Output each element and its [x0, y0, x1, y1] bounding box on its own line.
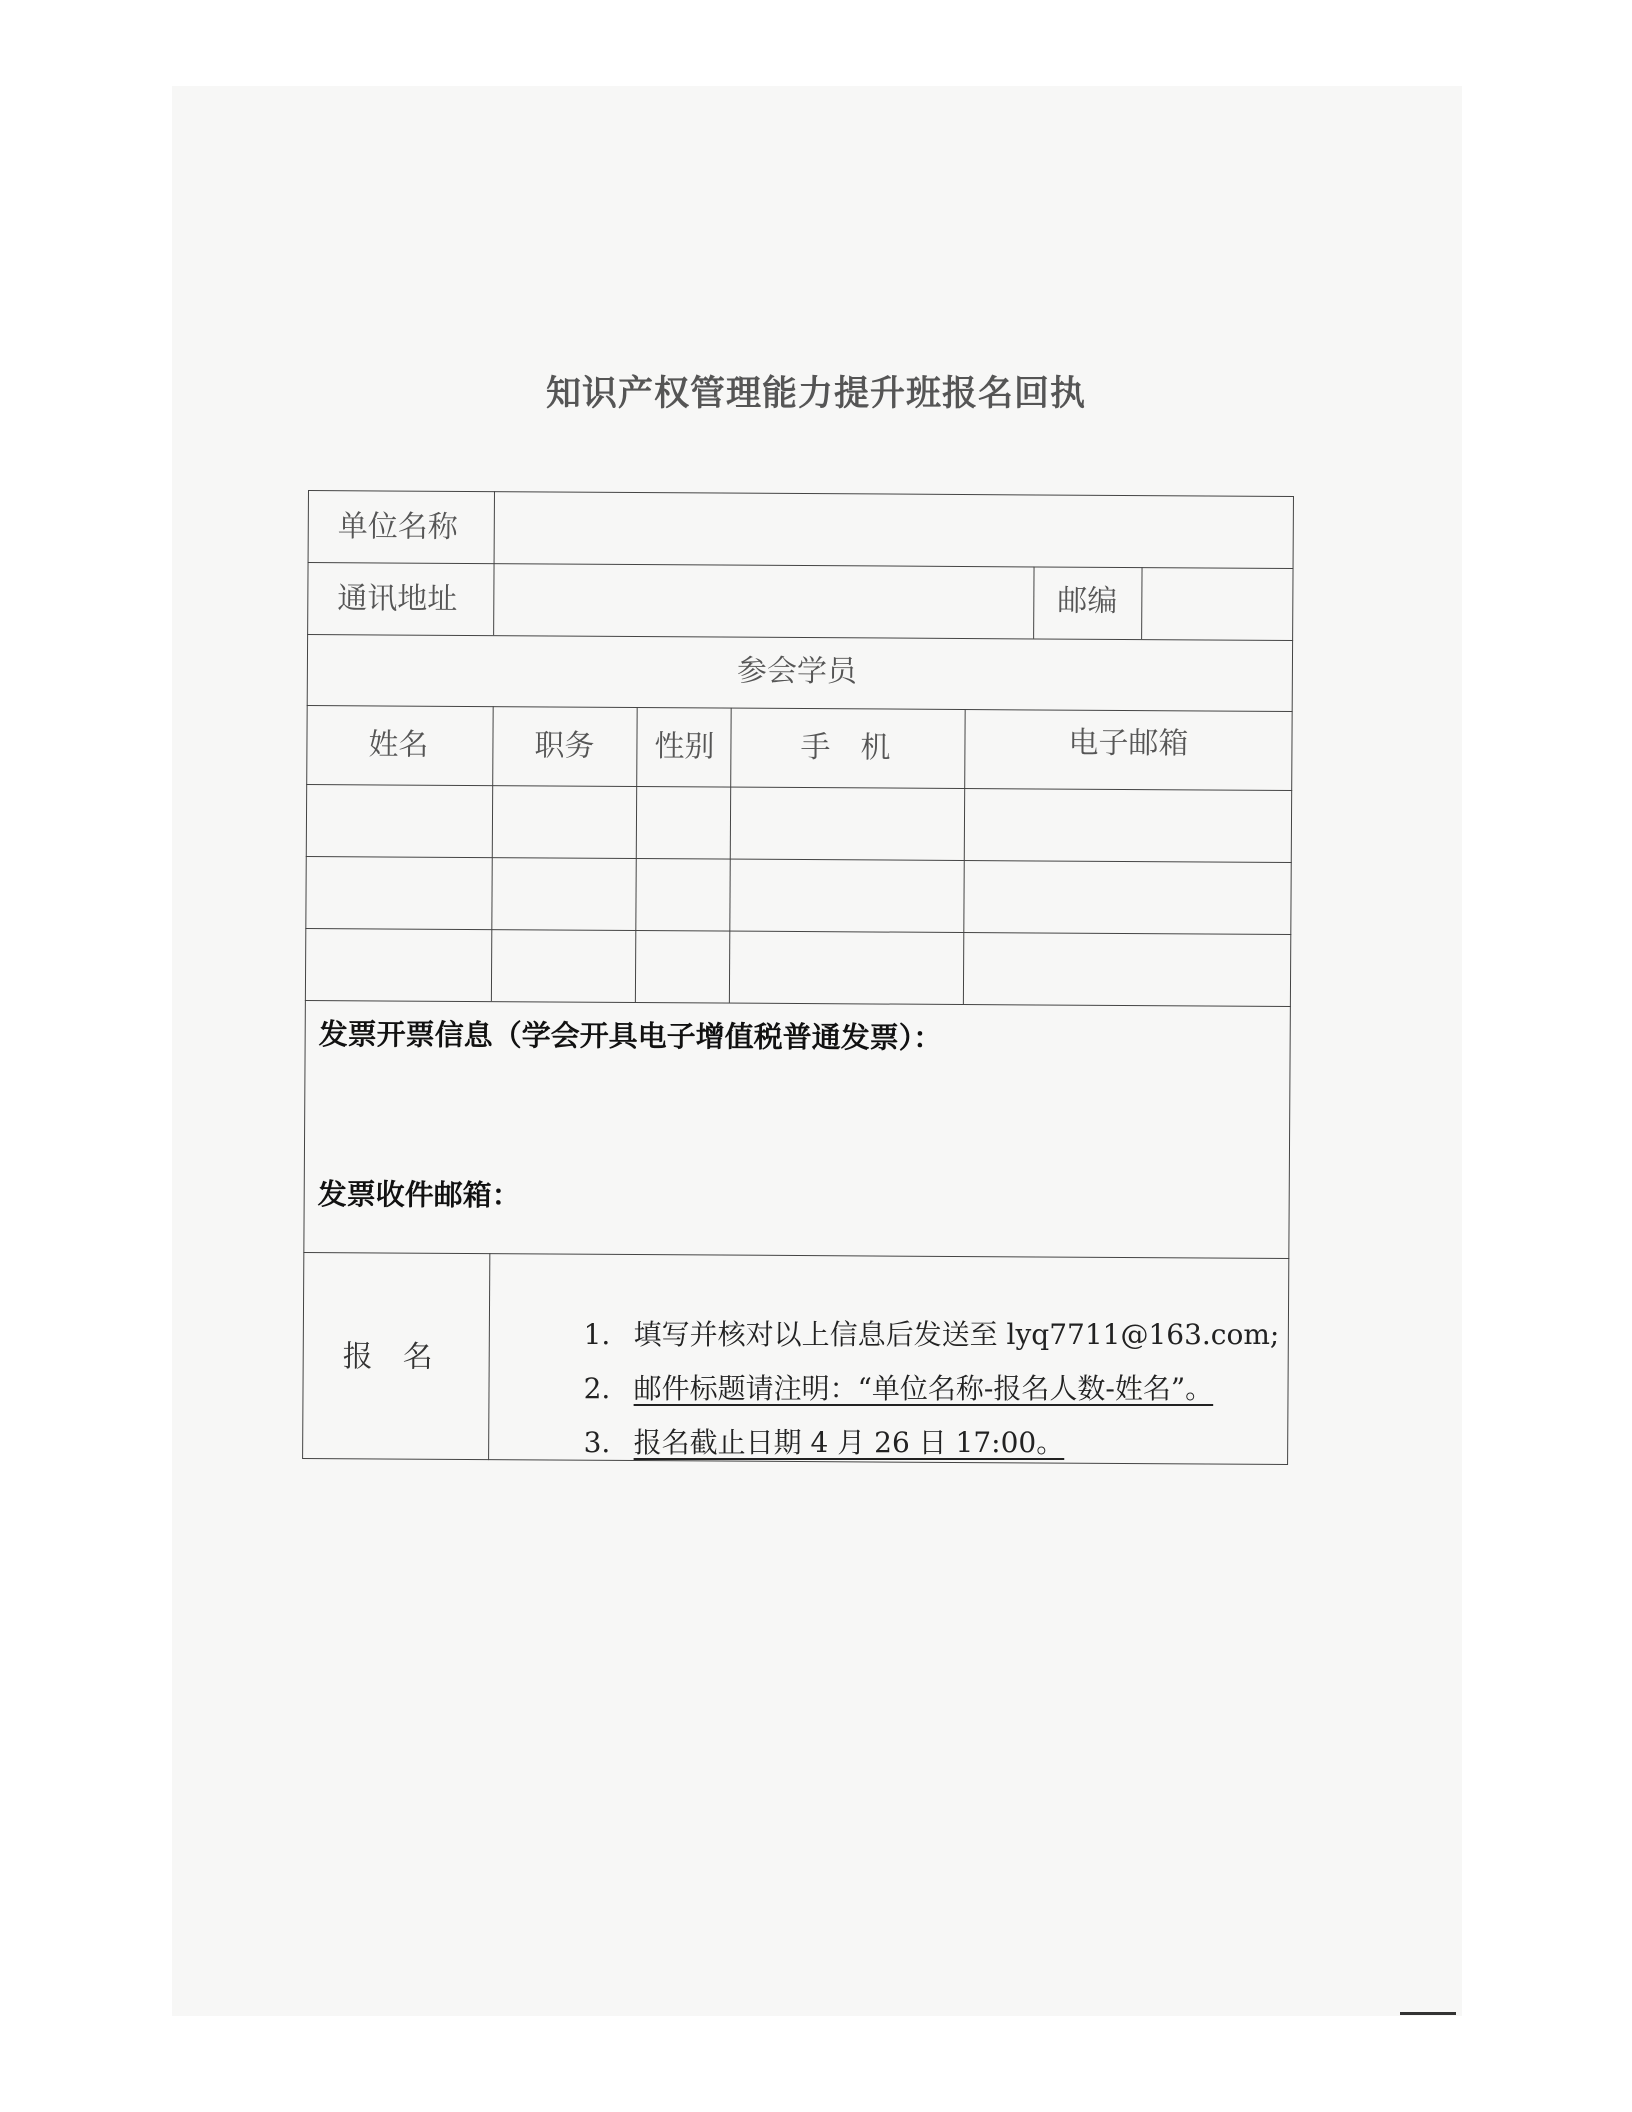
header-gender: 性别 — [654, 729, 715, 765]
note-text: 邮件标题请注明：“单位名称-报名人数-姓名”。 — [633, 1372, 1214, 1405]
attendee-row[interactable] — [305, 858, 1291, 934]
attendees-label: 参会学员 — [736, 653, 858, 690]
header-position: 职务 — [534, 728, 595, 764]
note-text: 报名截止日期 4 月 26 日 17:00。 — [633, 1426, 1065, 1459]
note-item — [548, 1388, 1064, 1494]
invoice-info-field[interactable] — [308, 1060, 1287, 1166]
header-name: 姓名 — [368, 727, 429, 763]
note-number: 2. — [583, 1372, 611, 1405]
unit-name-field[interactable] — [498, 495, 1288, 564]
postcode-field[interactable] — [1145, 571, 1289, 636]
address-field[interactable] — [497, 567, 1029, 634]
note-text: 填写并核对以上信息后发送至 lyq7711@163.com; — [633, 1318, 1280, 1351]
attendee-row[interactable] — [305, 930, 1291, 1006]
header-phone: 手 机 — [800, 730, 891, 766]
note-number: 3. — [583, 1426, 611, 1459]
invoice-info-label: 发票开票信息（学会开具电子增值税普通发票）： — [318, 1017, 943, 1055]
form-title: 知识产权管理能力提升班报名回执 — [545, 373, 1086, 414]
invoice-email-label: 发票收件邮箱： — [317, 1177, 521, 1213]
postcode-label: 邮编 — [1057, 583, 1118, 619]
registration-label: 报 名 — [342, 1339, 433, 1375]
scan-mark — [1400, 2012, 1456, 2015]
address-label: 通讯地址 — [337, 581, 458, 617]
attendee-row[interactable] — [306, 786, 1292, 862]
unit-name-label: 单位名称 — [337, 509, 458, 545]
header-email: 电子邮箱 — [1068, 725, 1189, 762]
note-number: 1. — [583, 1318, 611, 1351]
